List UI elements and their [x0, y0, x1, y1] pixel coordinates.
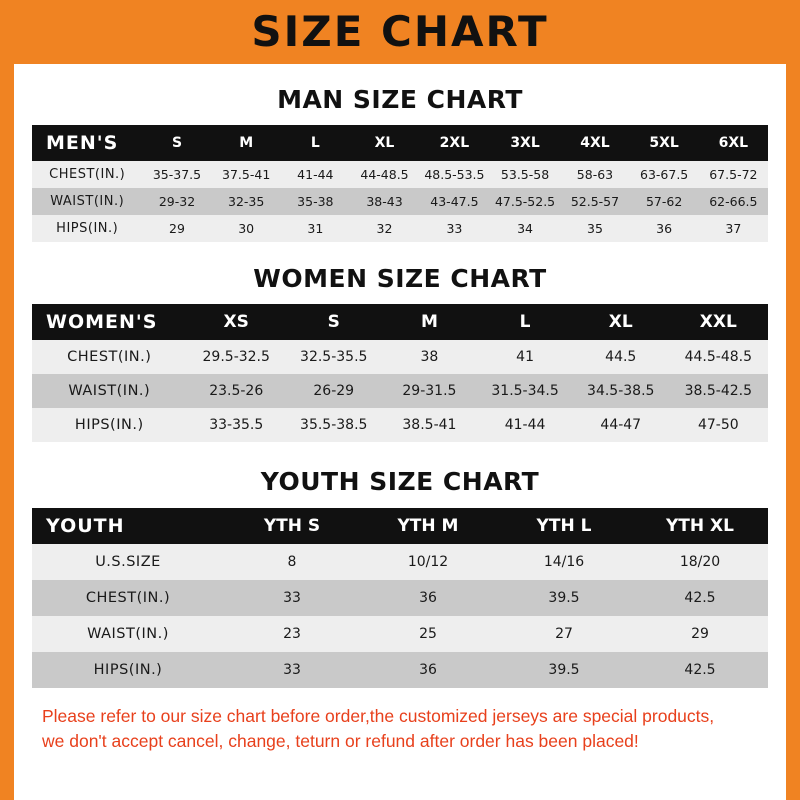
table-cell: 10/12: [407, 554, 449, 570]
row-label: CHEST(IN.): [49, 167, 126, 182]
table-cell: 62-66.5: [709, 194, 758, 209]
table-cell: 36: [419, 662, 437, 678]
table-cell: 43-47.5: [430, 194, 479, 209]
youth-section-title: YOUTH SIZE CHART: [260, 467, 540, 496]
column-header: M: [239, 135, 254, 151]
women-size-table: [32, 304, 768, 442]
table-cell: 37.5-41: [222, 167, 271, 182]
table-cell: 47.5-52.5: [494, 194, 556, 209]
column-header: L: [310, 135, 320, 151]
footer-note-line-1: Please refer to our size chart before order,the customized jerseys are special products,: [42, 706, 715, 726]
row-label: CHEST(IN.): [67, 349, 152, 365]
page-title: SIZE CHART: [251, 7, 549, 56]
table-cell: 32.5-35.5: [300, 349, 368, 365]
table-cell: 27: [555, 626, 573, 642]
table-row: [32, 340, 768, 374]
column-header: 3XL: [510, 135, 540, 151]
table-cell: 44.5-48.5: [684, 349, 752, 365]
column-header: XXL: [699, 312, 737, 332]
table-cell: 42.5: [684, 662, 716, 678]
column-header: MEN'S: [46, 132, 119, 154]
table-row: [32, 616, 768, 652]
table-cell: 35-37.5: [152, 167, 202, 182]
table-row: [32, 652, 768, 688]
table-cell: 38-43: [366, 194, 403, 209]
table-cell: 57-62: [645, 194, 683, 209]
table-row: [32, 215, 768, 242]
table-cell: 29-31.5: [402, 383, 457, 399]
table-cell: 58-63: [576, 167, 614, 182]
table-cell: 32: [376, 221, 393, 236]
table-cell: 25: [419, 626, 437, 642]
table-cell: 30: [238, 221, 255, 236]
table-cell: 41: [516, 349, 534, 365]
table-cell: 18/20: [679, 554, 721, 570]
table-cell: 67.5-72: [709, 167, 758, 182]
column-header: L: [519, 312, 531, 332]
column-header: 5XL: [649, 135, 679, 151]
row-label: WAIST(IN.): [68, 383, 151, 399]
table-header-row: [32, 125, 768, 161]
table-cell: 44-47: [600, 417, 642, 433]
table-cell: 29: [169, 221, 185, 236]
row-label: CHEST(IN.): [85, 590, 171, 606]
youth-size-table: [32, 508, 768, 688]
row-label: WAIST(IN.): [50, 194, 125, 209]
table-cell: 38.5-42.5: [684, 383, 752, 399]
table-cell: 63-67.5: [640, 167, 689, 182]
row-label: HIPS(IN.): [93, 662, 163, 678]
table-cell: 33: [446, 221, 463, 236]
column-header: YTH L: [536, 516, 592, 536]
column-header: S: [171, 135, 183, 151]
row-label: U.S.SIZE: [95, 554, 161, 570]
table-cell: 35.5-38.5: [300, 417, 368, 433]
table-row: [32, 580, 768, 616]
table-cell: 53.5-58: [500, 167, 550, 182]
table-cell: 47-50: [697, 417, 739, 433]
column-header: WOMEN'S: [46, 311, 158, 333]
man-section-title: MAN SIZE CHART: [277, 85, 523, 114]
column-header: 2XL: [439, 135, 470, 151]
column-header: XL: [608, 312, 633, 332]
table-cell: 34.5-38.5: [587, 383, 655, 399]
table-cell: 34: [517, 221, 533, 236]
row-label: HIPS(IN.): [56, 221, 119, 236]
column-header: YTH XL: [666, 516, 734, 536]
column-header: M: [420, 312, 438, 332]
table-cell: 38: [420, 349, 439, 365]
table-cell: 26-29: [313, 383, 355, 399]
column-header: S: [327, 312, 340, 332]
column-header: YTH M: [397, 516, 459, 536]
page-banner: [14, 0, 786, 64]
table-cell: 33-35.5: [209, 417, 264, 433]
table-cell: 23.5-26: [209, 383, 264, 399]
table-row: [32, 161, 768, 188]
table-row: [32, 374, 768, 408]
table-cell: 44.5: [605, 349, 637, 365]
table-cell: 14/16: [543, 554, 585, 570]
table-row: [32, 544, 768, 580]
column-header: YOUTH: [46, 515, 125, 537]
table-cell: 29.5-32.5: [202, 349, 270, 365]
women-section-title: WOMEN SIZE CHART: [253, 264, 547, 293]
table-cell: 32-35: [228, 194, 265, 209]
footer-note: [32, 704, 768, 755]
table-cell: 23: [283, 626, 301, 642]
table-cell: 39.5: [548, 662, 580, 678]
table-cell: 39.5: [548, 590, 580, 606]
column-header: XS: [223, 312, 249, 332]
table-cell: 36: [656, 221, 673, 236]
table-cell: 52.5-57: [570, 194, 620, 209]
table-row: [32, 408, 768, 442]
column-header: 4XL: [580, 135, 610, 151]
table-cell: 48.5-53.5: [424, 167, 485, 182]
column-header: 6XL: [718, 135, 749, 151]
table-row: [32, 188, 768, 215]
table-header-row: [32, 508, 768, 544]
table-cell: 33: [283, 590, 301, 606]
table-cell: 29: [691, 626, 709, 642]
table-cell: 38.5-41: [402, 417, 457, 433]
table-cell: 35: [587, 221, 603, 236]
table-cell: 31: [307, 221, 324, 236]
row-label: HIPS(IN.): [74, 417, 144, 433]
column-header: XL: [374, 135, 395, 151]
table-cell: 29-32: [158, 194, 196, 209]
table-cell: 41-44: [297, 167, 334, 182]
table-cell: 37: [725, 221, 742, 236]
table-cell: 35-38: [297, 194, 334, 209]
table-cell: 33: [283, 662, 301, 678]
table-cell: 36: [419, 590, 437, 606]
chart-content: [14, 64, 786, 800]
table-cell: 31.5-34.5: [491, 383, 559, 399]
man-size-table: [32, 125, 768, 242]
row-label: WAIST(IN.): [87, 626, 169, 642]
table-cell: 44-48.5: [360, 167, 409, 182]
table-cell: 8: [287, 554, 297, 570]
column-header: YTH S: [263, 516, 321, 536]
footer-note-line-2: we don't accept cancel, change, teturn or refund after order has been placed!: [42, 731, 639, 752]
table-cell: 42.5: [684, 590, 716, 606]
table-header-row: [32, 304, 768, 340]
table-cell: 41-44: [504, 417, 546, 433]
